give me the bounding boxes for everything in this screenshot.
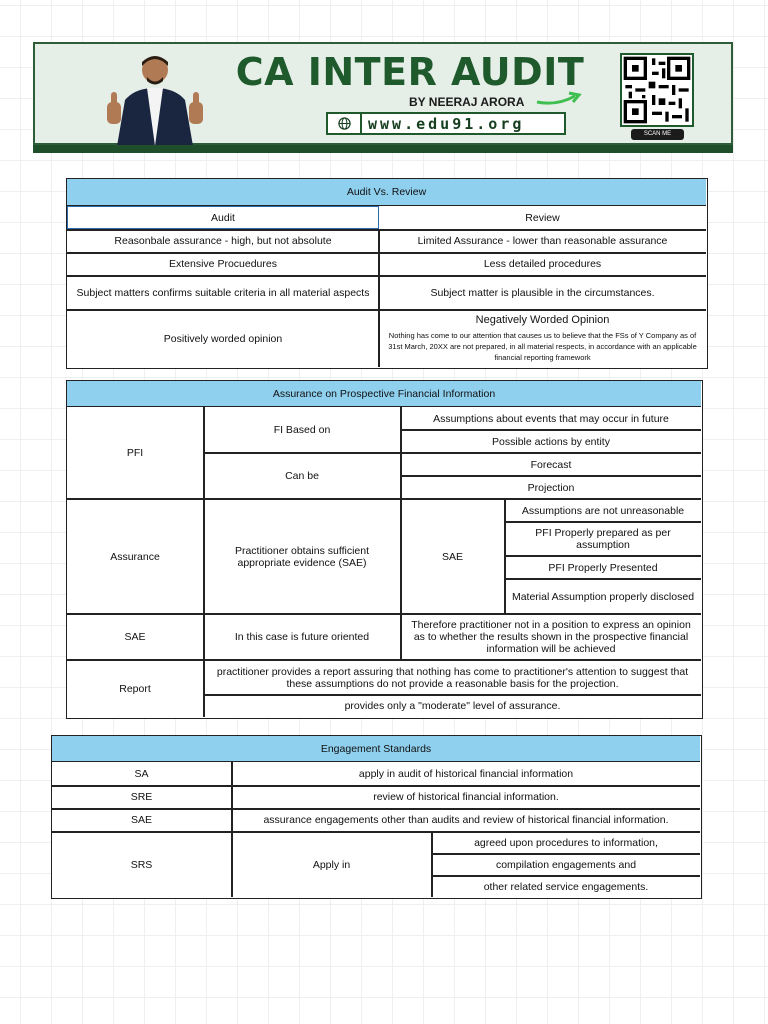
report-text: practitioner provides a report assuring that nothing has come to practitioner's attention to suggest that these assumptions do not provide a reasonable basis for the projection.	[216, 665, 689, 690]
table-cell: Positively worded opinion	[163, 332, 283, 345]
table-cell: SAE	[130, 814, 152, 826]
sae-row-middle: In this case is future oriented	[234, 631, 370, 643]
table-cell: Possible actions by entity	[492, 435, 610, 448]
qr-code[interactable]	[620, 53, 694, 127]
table-cell: agreed upon procedures to information,	[474, 837, 658, 849]
header-banner	[33, 42, 733, 145]
table-cell: assurance engagements other than audits and review of historical financial information.	[263, 814, 669, 826]
table-cell: PFI Properly Presented	[548, 561, 658, 574]
table-title: Engagement Standards	[52, 736, 700, 762]
globe-icon	[328, 114, 362, 133]
table-cell: Reasonbale assurance - high, but not absolute	[114, 235, 332, 247]
table-cell: Subject matters confirms suitable criteria in all material aspects	[76, 286, 370, 299]
can-be: Can be	[285, 470, 319, 482]
srs-label: SRS	[130, 858, 153, 871]
course-title: CA INTER AUDIT	[235, 50, 585, 94]
table-cell: Forecast	[530, 458, 572, 471]
report-label: Report	[119, 682, 151, 695]
qr-code-icon	[622, 55, 692, 125]
website-url: www.edu91.org	[368, 115, 525, 133]
engagement-standards-table	[51, 735, 702, 899]
arrow-icon	[535, 90, 583, 106]
table-cell: Material Assumption properly disclosed	[511, 590, 695, 603]
table-cell: Extensive Procuedures	[169, 258, 277, 270]
table-cell: Projection	[527, 481, 575, 494]
report-level: provides only a "moderate" level of assurance.	[344, 700, 561, 712]
pfi-table	[66, 380, 703, 719]
table-cell: Assumptions are not unreasonable	[521, 504, 685, 517]
table-title: Audit Vs. Review	[67, 179, 706, 206]
table-title: Assurance on Prospective Financial Information	[67, 381, 701, 407]
column-header-audit: Audit	[67, 206, 379, 229]
table-cell: SA	[134, 768, 149, 780]
srs-apply-in: Apply in	[312, 858, 351, 871]
fi-based-on: FI Based on	[273, 424, 331, 436]
website-link[interactable]	[326, 112, 566, 135]
negative-opinion-title: Negatively Worded Opinion	[475, 313, 610, 326]
table-cell: apply in audit of historical financial information	[358, 768, 574, 780]
audit-vs-review-table	[66, 178, 708, 369]
author-byline: BY NEERAJ ARORA	[409, 95, 525, 109]
pfi-label: PFI	[126, 447, 144, 459]
column-header-review: Review	[525, 211, 560, 224]
sae-row-label: SAE	[124, 631, 146, 643]
instructor-photo	[105, 50, 205, 146]
scan-me-label: SCAN ME	[631, 129, 684, 140]
table-cell: Subject matter is plausible in the circumstances.	[430, 286, 655, 299]
assurance-label: Assurance	[110, 550, 160, 563]
table-cell: review of historical financial information.	[373, 791, 559, 803]
table-cell: other related service engagements.	[483, 880, 649, 893]
banner-underline	[33, 145, 733, 153]
table-cell: PFI Properly prepared as per assumption	[535, 527, 671, 551]
sae-label: SAE	[441, 550, 463, 563]
sae-row-right: Therefore practitioner not in a position to express an opinion as to whether the results shown in the prospective financial information will be achieved	[411, 619, 691, 655]
table-cell: SRE	[130, 791, 153, 803]
assurance-text: Practitioner obtains sufficient appropriate evidence (SAE)	[234, 544, 370, 569]
table-cell: Limited Assurance - lower than reasonable assurance	[417, 235, 668, 247]
table-cell: Assumptions about events that may occur in future	[433, 412, 669, 425]
negative-opinion-detail: Nothing has come to our attention that causes us to believe that the FSs of Y Company as of 31st March, 20XX are not prepared, in all material respects, in accordance with an applicable financial reporting framework	[388, 330, 697, 362]
table-cell: Less detailed procedures	[483, 258, 602, 270]
table-cell: compilation engagements and	[495, 859, 637, 871]
